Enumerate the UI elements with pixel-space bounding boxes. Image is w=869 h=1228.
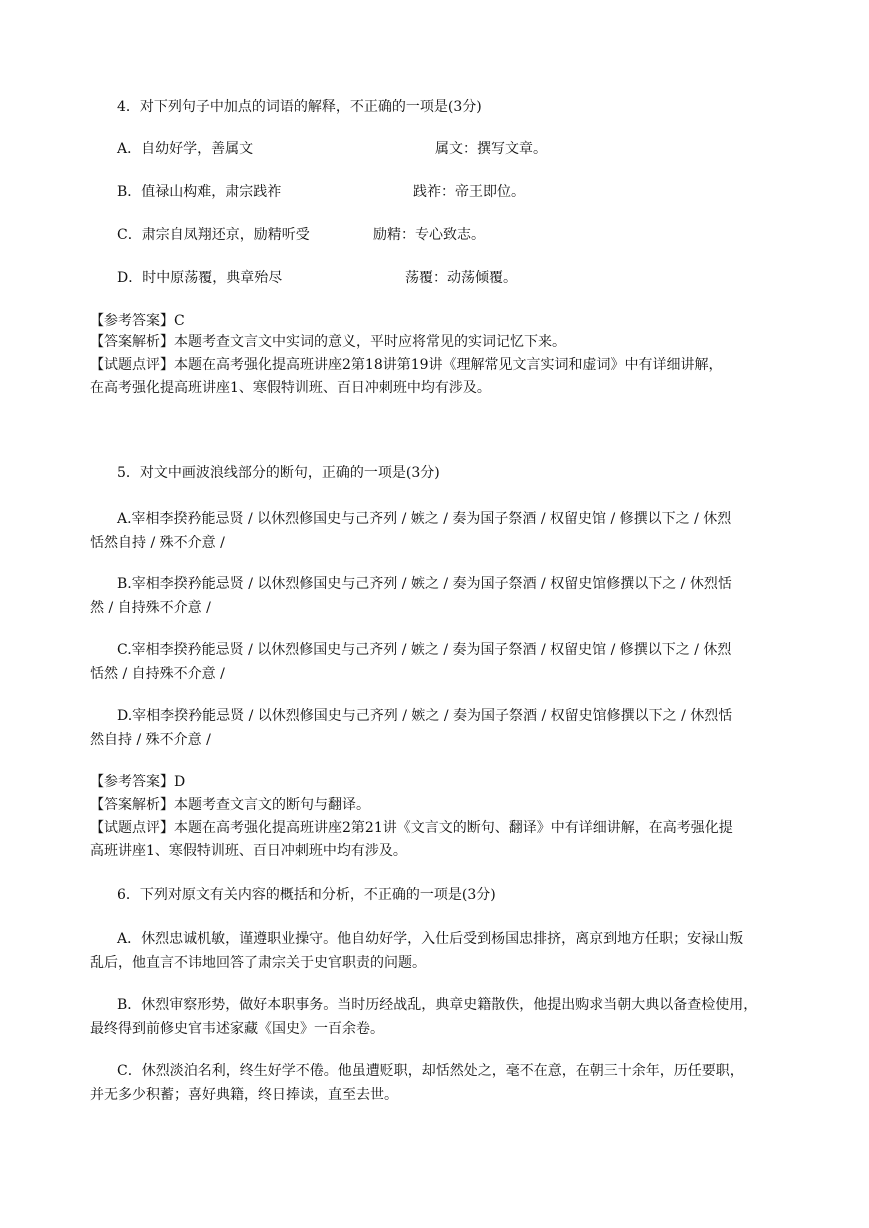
q4-option-d-gloss: 荡覆：动荡倾覆。 — [405, 270, 517, 286]
q5-option-a-line2: 恬然自持 / 殊不介意 / — [90, 535, 225, 551]
q6-question: 6．下列对原文有关内容的概括和分析，不正确的一项是(3分) — [117, 887, 496, 903]
q5-analysis: 【答案解析】本题考查文言文的断句与翻译。 — [90, 797, 370, 813]
q4-comment-line1: 【试题点评】本题在高考强化提高班讲座2第18讲第19讲《理解常见文言实词和虚词》中有详细讲解， — [90, 357, 723, 373]
q4-option-b-sentence: B．值禄山构难，肃宗践祚 — [117, 184, 282, 200]
q5-option-a-line1: A.宰相李揆矜能忌贤 / 以休烈修国史与己齐列 / 嫉之 / 奏为国子祭酒 / 权留史馆 / 修撰以下之 / 休烈 — [117, 511, 732, 527]
q4-option-d-sentence: D．时中原荡覆，典章殆尽 — [117, 270, 283, 286]
q4-option-a-sentence: A．自幼好学，善属文 — [117, 141, 254, 157]
q4-option-c-gloss: 励精：专心致志。 — [373, 227, 485, 243]
q6-option-b-line1: B．休烈审察形势，做好本职事务。当时历经战乱，典章史籍散佚，他提出购求当朝大典以备查检使用， — [117, 997, 758, 1013]
q4-comment-line2: 在高考强化提高班讲座1、寒假特训班、百日冲刺班中均有涉及。 — [90, 380, 491, 396]
q4-option-c-sentence: C．肃宗自凤翔还京，励精听受 — [117, 227, 310, 243]
q6-option-c-line2: 并无多少积蓄；喜好典籍，终日捧读，直至去世。 — [90, 1087, 398, 1103]
q5-option-b-line2: 然 / 自持殊不介意 / — [90, 600, 211, 616]
q4-question: 4．对下列句子中加点的词语的解释，不正确的一项是(3分) — [117, 99, 482, 115]
q5-answer: 【参考答案】D — [90, 774, 186, 790]
q4-option-a-gloss: 属文：撰写文章。 — [435, 141, 547, 157]
q5-comment-line2: 高班讲座1、寒假特训班、百日冲刺班中均有涉及。 — [90, 843, 407, 859]
q5-question: 5．对文中画波浪线部分的断句，正确的一项是(3分) — [117, 465, 440, 481]
q4-analysis: 【答案解析】本题考查文言文中实词的意义，平时应将常见的实词记忆下来。 — [90, 334, 566, 350]
q5-option-c-line2: 恬然 / 自持殊不介意 / — [90, 666, 225, 682]
q4-option-b-gloss: 践祚：帝王即位。 — [413, 184, 525, 200]
q5-option-c-line1: C.宰相李揆矜能忌贤 / 以休烈修国史与己齐列 / 嫉之 / 奏为国子祭酒 / 权留史馆 / 修撰以下之 / 休烈 — [117, 642, 732, 658]
q5-option-b-line1: B.宰相李揆矜能忌贤 / 以休烈修国史与己齐列 / 嫉之 / 奏为国子祭酒 / 权留史馆修撰以下之 / 休烈恬 — [117, 576, 732, 592]
q5-comment-line1: 【试题点评】本题在高考强化提高班讲座2第21讲《文言文的断句、翻译》中有详细讲解，在高考强化提 — [90, 820, 733, 836]
q6-option-c-line1: C．休烈淡泊名利，终生好学不倦。他虽遭贬职，却恬然处之，毫不在意，在朝三十余年，历任要职， — [117, 1063, 744, 1079]
q6-option-a-line2: 乱后，他直言不讳地回答了肃宗关于史官职责的问题。 — [90, 955, 426, 971]
q5-option-d-line1: D.宰相李揆矜能忌贤 / 以休烈修国史与己齐列 / 嫉之 / 奏为国子祭酒 / 权留史馆修撰以下之 / 休烈恬 — [117, 708, 733, 724]
q5-option-d-line2: 然自持 / 殊不介意 / — [90, 732, 211, 748]
q6-option-b-line2: 最终得到前修史官韦述家藏《国史》一百余卷。 — [90, 1021, 384, 1037]
q6-option-a-line1: A．休烈忠诚机敏，谨遵职业操守。他自幼好学，入仕后受到杨国忠排挤，离京到地方任职；安禄山叛 — [117, 931, 744, 947]
q4-answer: 【参考答案】C — [90, 313, 185, 329]
